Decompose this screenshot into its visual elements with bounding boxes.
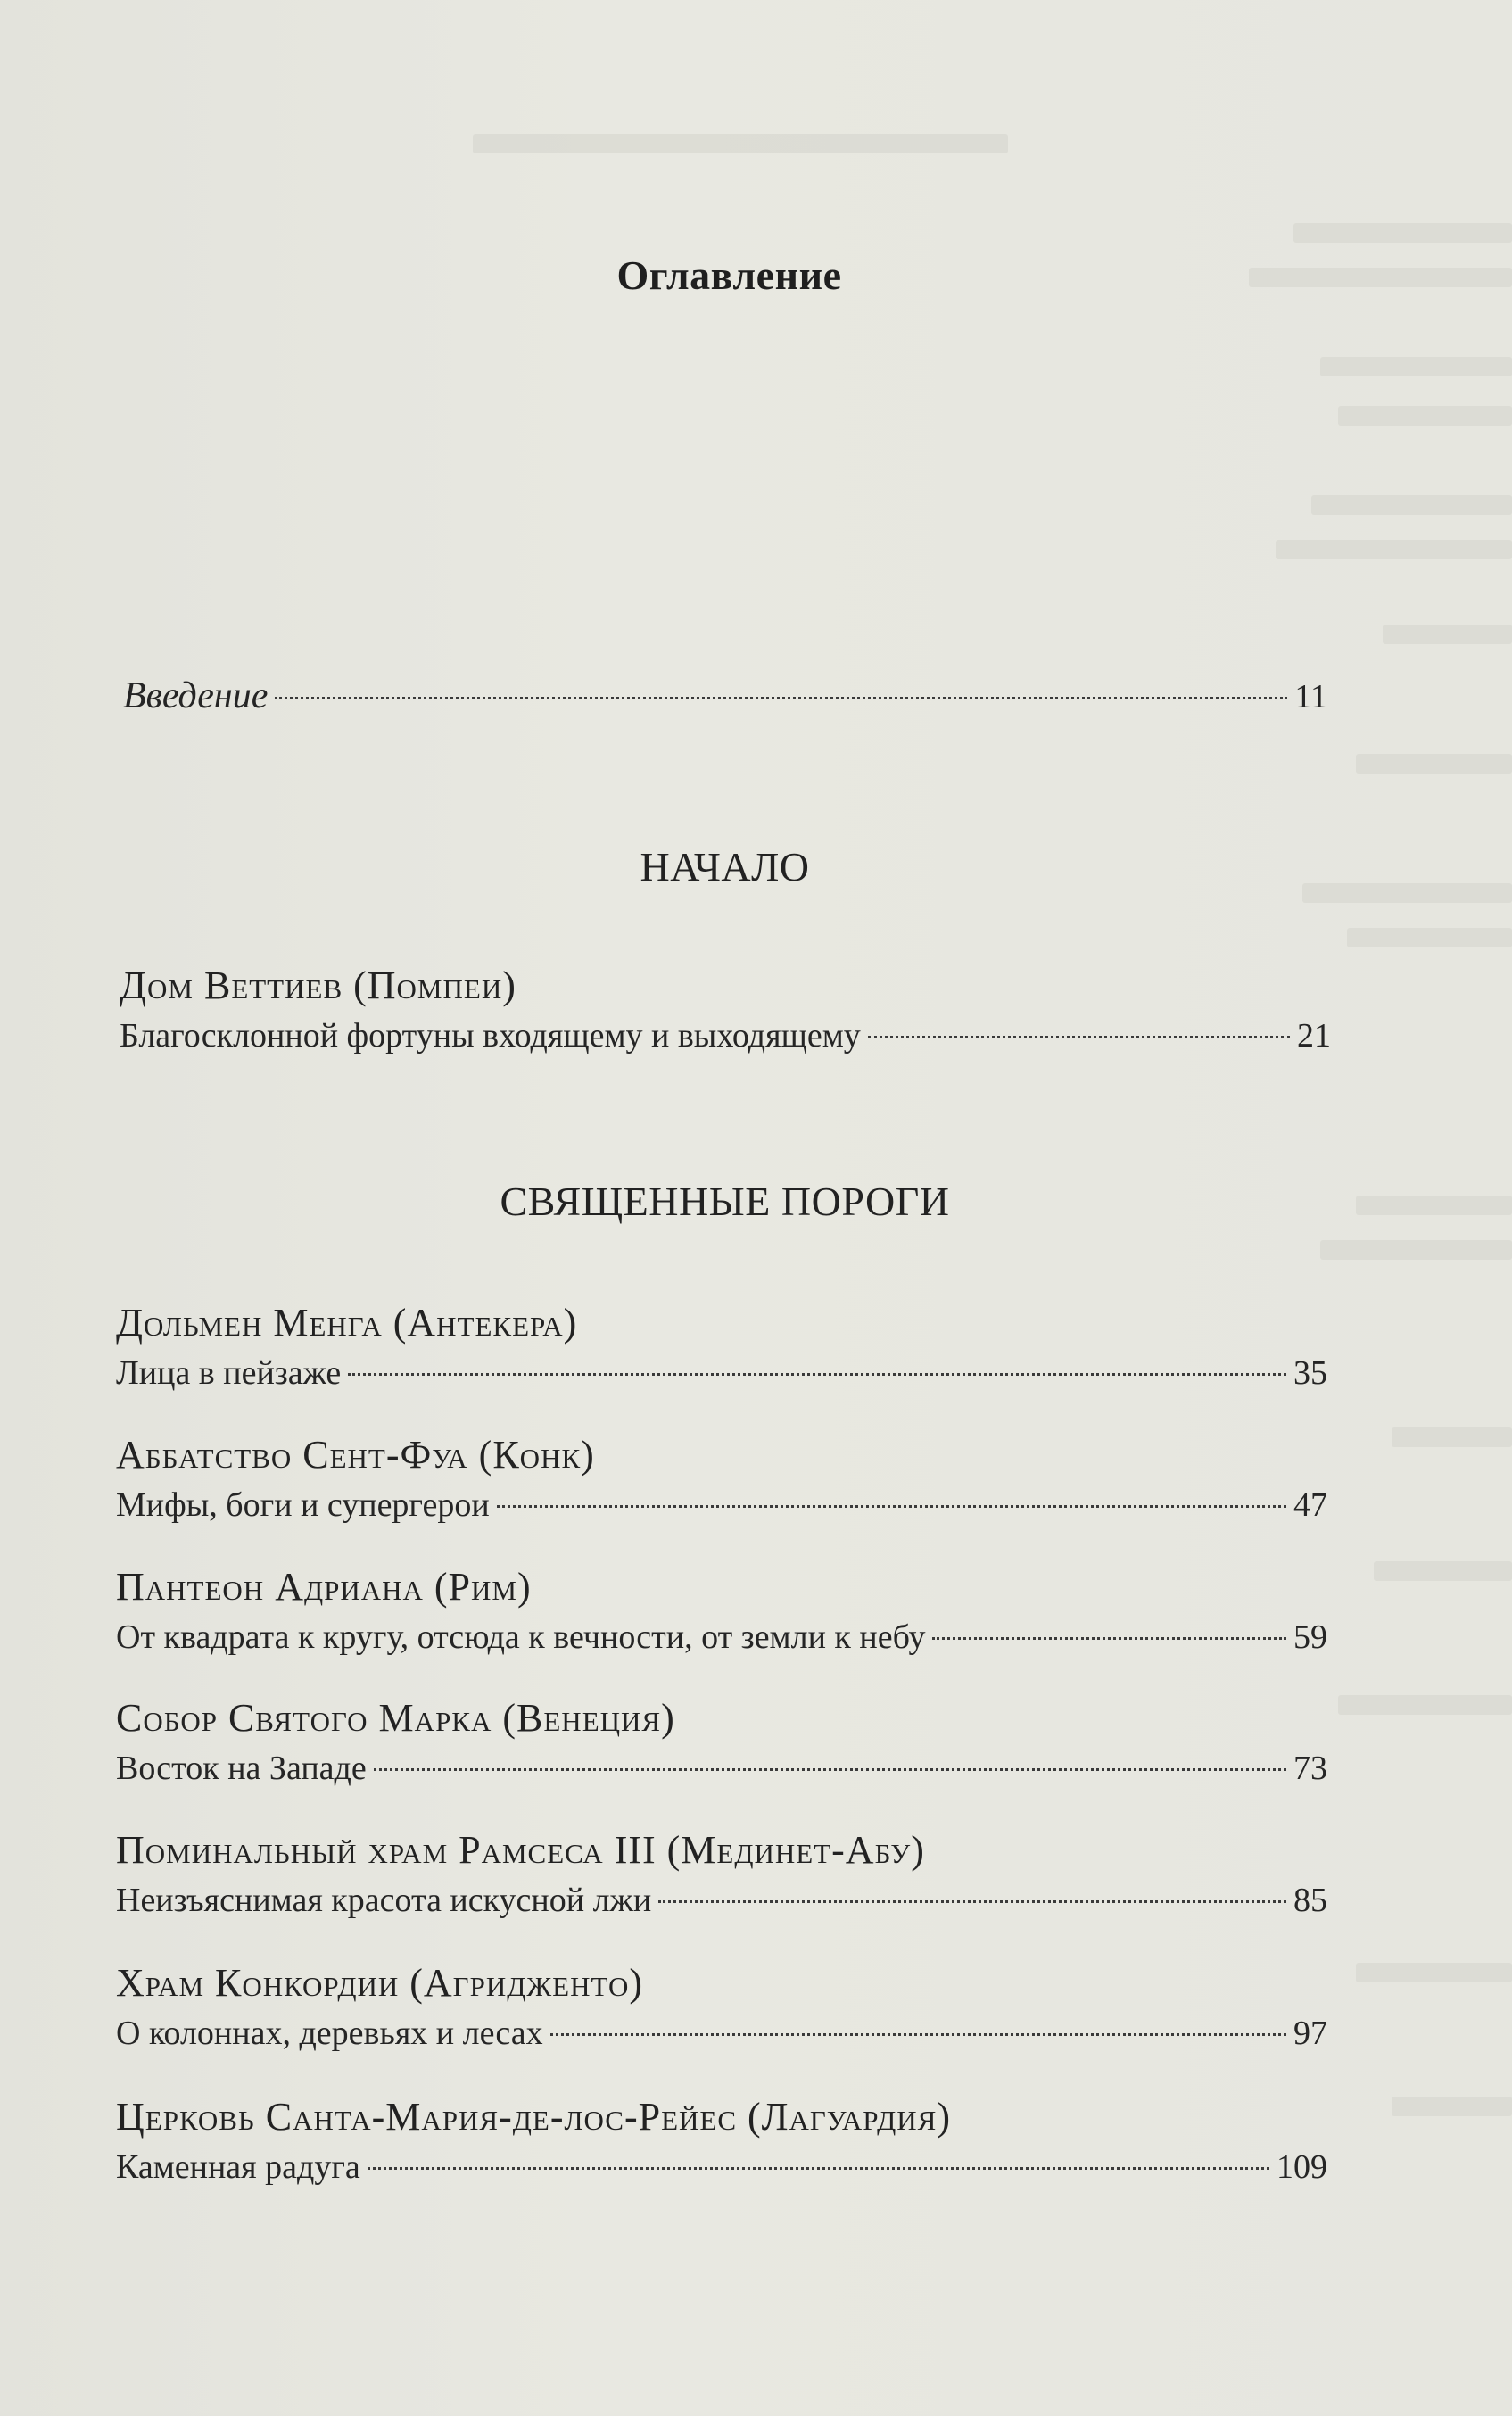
entry-subtitle: Лица в пейзаже [116,1354,342,1392]
toc-entry-introduction[interactable] [123,671,1327,722]
entry-title: Церковь Санта-Мария-де-лос-Рейес (Лагуардия) [116,2095,951,2139]
dot-leader [374,1768,1286,1771]
entry-title: Дольмен Менга (Антекера) [116,1301,578,1345]
toc-entry[interactable] [116,1693,1327,1793]
dot-leader [932,1637,1286,1640]
dot-leader [658,1900,1286,1903]
entry-subtitle: Неизъяснимая красота искусной лжи [116,1882,652,1919]
toc-entry[interactable] [120,961,1331,1061]
dot-leader [275,697,1287,699]
page-number: 47 [1293,1486,1327,1524]
toc-entry[interactable] [116,1562,1327,1662]
entry-subtitle: От квадрата к кругу, отсюда к вечности, от земли к небу [116,1618,926,1656]
toc-entry[interactable] [116,1298,1327,1398]
dot-leader [348,1373,1286,1376]
dot-leader [550,2033,1286,2036]
entry-title: Поминальный храм Рамсеса III (Мединет-Абу) [116,1828,925,1872]
entry-subtitle: Благосклонной фортуны входящему и выходящему [120,1017,861,1055]
entry-title: Пантеон Адриана (Рим) [116,1565,532,1609]
page-number: 35 [1293,1354,1327,1392]
toc-entry[interactable] [116,1825,1327,1925]
page-title: Оглавление [616,252,842,298]
entry-label: Введение [123,675,269,716]
entry-title: Аббатство Сент-Фуа (Конк) [116,1433,595,1477]
page-number: 11 [1294,678,1327,716]
toc-entry[interactable] [116,1958,1327,2058]
entry-subtitle: Каменная радуга [116,2148,360,2186]
entry-subtitle: О колоннах, деревьях и лесах [116,2015,543,2052]
page-number: 109 [1277,2148,1327,2186]
toc-entry[interactable] [116,2092,1327,2192]
section-heading-beginning: НАЧАЛО [640,844,810,889]
toc-entry[interactable] [116,1430,1327,1530]
page-number: 85 [1293,1882,1327,1919]
dot-leader [497,1505,1286,1508]
page-number: 73 [1293,1750,1327,1787]
entry-title: Храм Конкордии (Агридженто) [116,1961,644,2005]
page-number: 97 [1293,2015,1327,2052]
page-number: 21 [1297,1017,1331,1055]
dot-leader [868,1036,1290,1038]
dot-leader [368,2167,1269,2170]
entry-subtitle: Мифы, боги и супергерои [116,1486,490,1524]
section-heading-sacred-thresholds: СВЯЩЕННЫЕ ПОРОГИ [500,1179,950,1224]
entry-title: Дом Веттиев (Помпеи) [120,964,516,1007]
page-number: 59 [1293,1618,1327,1656]
entry-subtitle: Восток на Западе [116,1750,367,1787]
entry-title: Собор Святого Марка (Венеция) [116,1696,675,1740]
